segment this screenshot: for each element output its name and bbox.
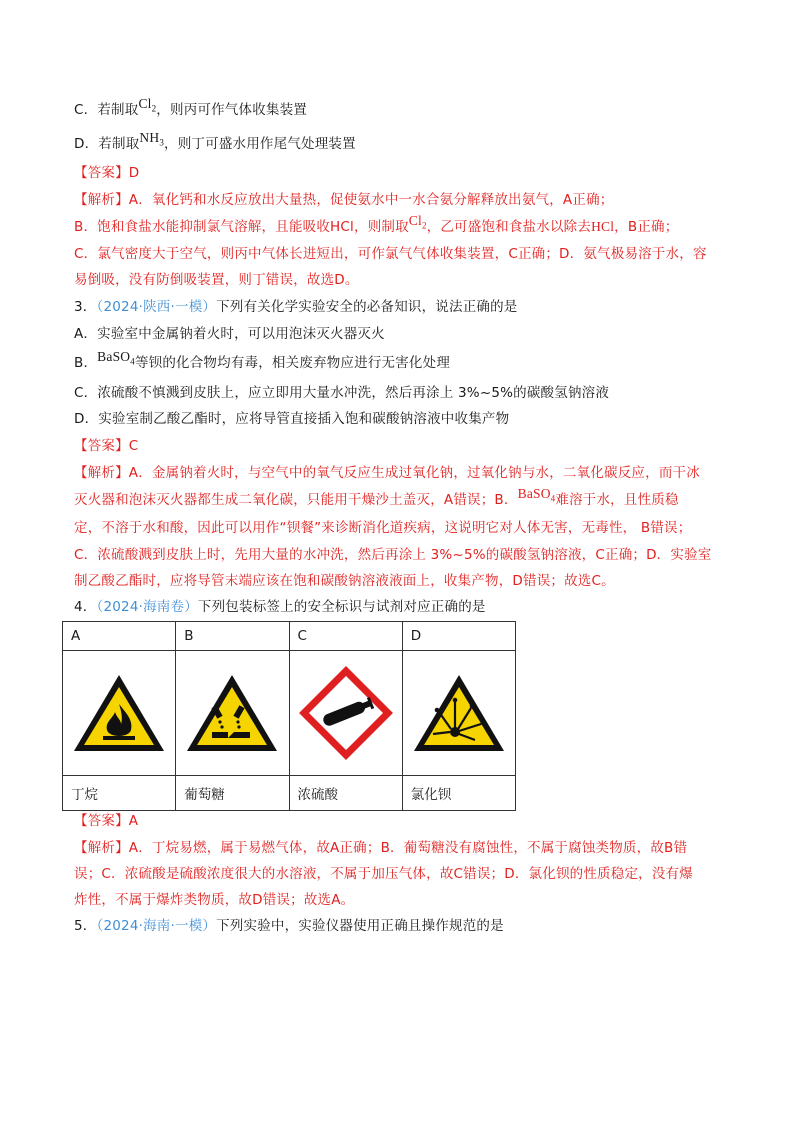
flammable-icon xyxy=(71,672,167,754)
question-5: 5．（2024·海南·一模）下列实验中，实验仪器使用正确且操作规范的是 xyxy=(74,918,504,934)
explanation-line: B．饱和食盐水能抑制氯气溶解，且能吸收HCl，则制取$Cl_2$，乙可盛饱和食盐水以除去HCl，B正确； xyxy=(74,213,679,235)
source-tag: （2024·陕西·一模） xyxy=(96,299,217,315)
question-3: 3．（2024·陕西·一模）下列有关化学实验安全的必备知识，说法正确的是 xyxy=(74,299,518,315)
answer-label: 【答案】A xyxy=(74,813,139,829)
option-c: C．浓硫酸不慎溅到皮肤上，应立即用大量水冲洗，然后再涂上 3%~5%的碳酸氢钠溶液 xyxy=(74,385,610,401)
option-d: D．实验室制乙酸乙酯时，应将导管直接插入饱和碳酸钠溶液中收集产物 xyxy=(74,411,510,427)
column-header-c: C xyxy=(289,622,402,651)
explanation-line: 灭火器和泡沫灭火器都生成二氧化碳，只能用干燥沙土盖灭，A错误；B．BaSO$_4$难溶于水，且性质稳 xyxy=(74,486,679,508)
explanation-line: 误；C．浓硫酸是硫酸浓度很大的水溶液，不属于加压气体，故C错误；D．氯化钡的性质稳定，没有爆 xyxy=(74,866,693,882)
explanation-line: 易倒吸，没有防倒吸装置，则丁错误，故选D。 xyxy=(74,272,359,288)
explanation-line: 【解析】A．金属钠着火时，与空气中的氧气反应生成过氧化钠，过氧化钠与水，二氧化碳反应，而干冰 xyxy=(74,465,700,481)
explanation-line: C．浓硫酸溅到皮肤上时，先用大量的水冲洗，然后再涂上 3%~5%的碳酸氢钠溶液，C正确；D．实验室 xyxy=(74,547,712,563)
column-header-b: B xyxy=(176,622,289,651)
option-d: D．若制取$NH_3$，则丁可盛水用作尾气处理装置 xyxy=(74,130,356,152)
column-header-a: A xyxy=(63,622,176,651)
option-a: A．实验室中金属钠着火时，可以用泡沫灭火器灭火 xyxy=(74,326,385,342)
explanation-line: 炸性，不属于爆炸类物质，故D错误；故选A。 xyxy=(74,892,355,908)
explanation-line: 制乙酸乙酯时，应将导管末端应该在饱和碳酸钠溶液液面上，收集产物，D错误；故选C。 xyxy=(74,573,615,589)
reagent-name-b: 葡萄糖 xyxy=(176,776,289,811)
answer-label: 【答案】C xyxy=(74,438,139,454)
source-tag: （2024·海南卷） xyxy=(96,599,198,615)
explanation-line: 【解析】A．氧化钙和水反应放出大量热，促使氨水中一水合氨分解释放出氨气，A正确； xyxy=(74,192,614,208)
corrosive-icon xyxy=(184,672,280,754)
explanation-line: 【解析】A．丁烷易燃，属于易燃气体，故A正确；B．葡萄糖没有腐蚀性，不属于腐蚀类物质，故B错 xyxy=(74,840,688,856)
gas-cylinder-icon xyxy=(298,665,394,761)
explanation-line: C．氯气密度大于空气，则丙中气体长进短出，可作氯气气体收集装置，C正确；D．氨气极易溶于水，容 xyxy=(74,246,707,262)
reagent-name-d: 氯化钡 xyxy=(402,776,515,811)
explanation-line: 定，不溶于水和酸，因此可以用作“钡餐”来诊断消化道疾病，这说明它对人体无害，无毒性， B错误； xyxy=(74,520,692,536)
hazard-label-table xyxy=(62,621,516,811)
explosive-icon xyxy=(411,672,507,754)
question-4: 4．（2024·海南卷）下列包装标签上的安全标识与试剂对应正确的是 xyxy=(74,599,486,615)
reagent-name-c: 浓硫酸 xyxy=(289,776,402,811)
option-b: B．BaSO$_4$等钡的化合物均有毒，相关废弃物应进行无害化处理 xyxy=(74,349,451,371)
reagent-name-a: 丁烷 xyxy=(63,776,176,811)
column-header-d: D xyxy=(402,622,515,651)
source-tag: （2024·海南·一模） xyxy=(96,918,217,934)
option-c: C．若制取$Cl_2$，则丙可作气体收集装置 xyxy=(74,96,307,118)
answer-label: 【答案】D xyxy=(74,165,140,181)
